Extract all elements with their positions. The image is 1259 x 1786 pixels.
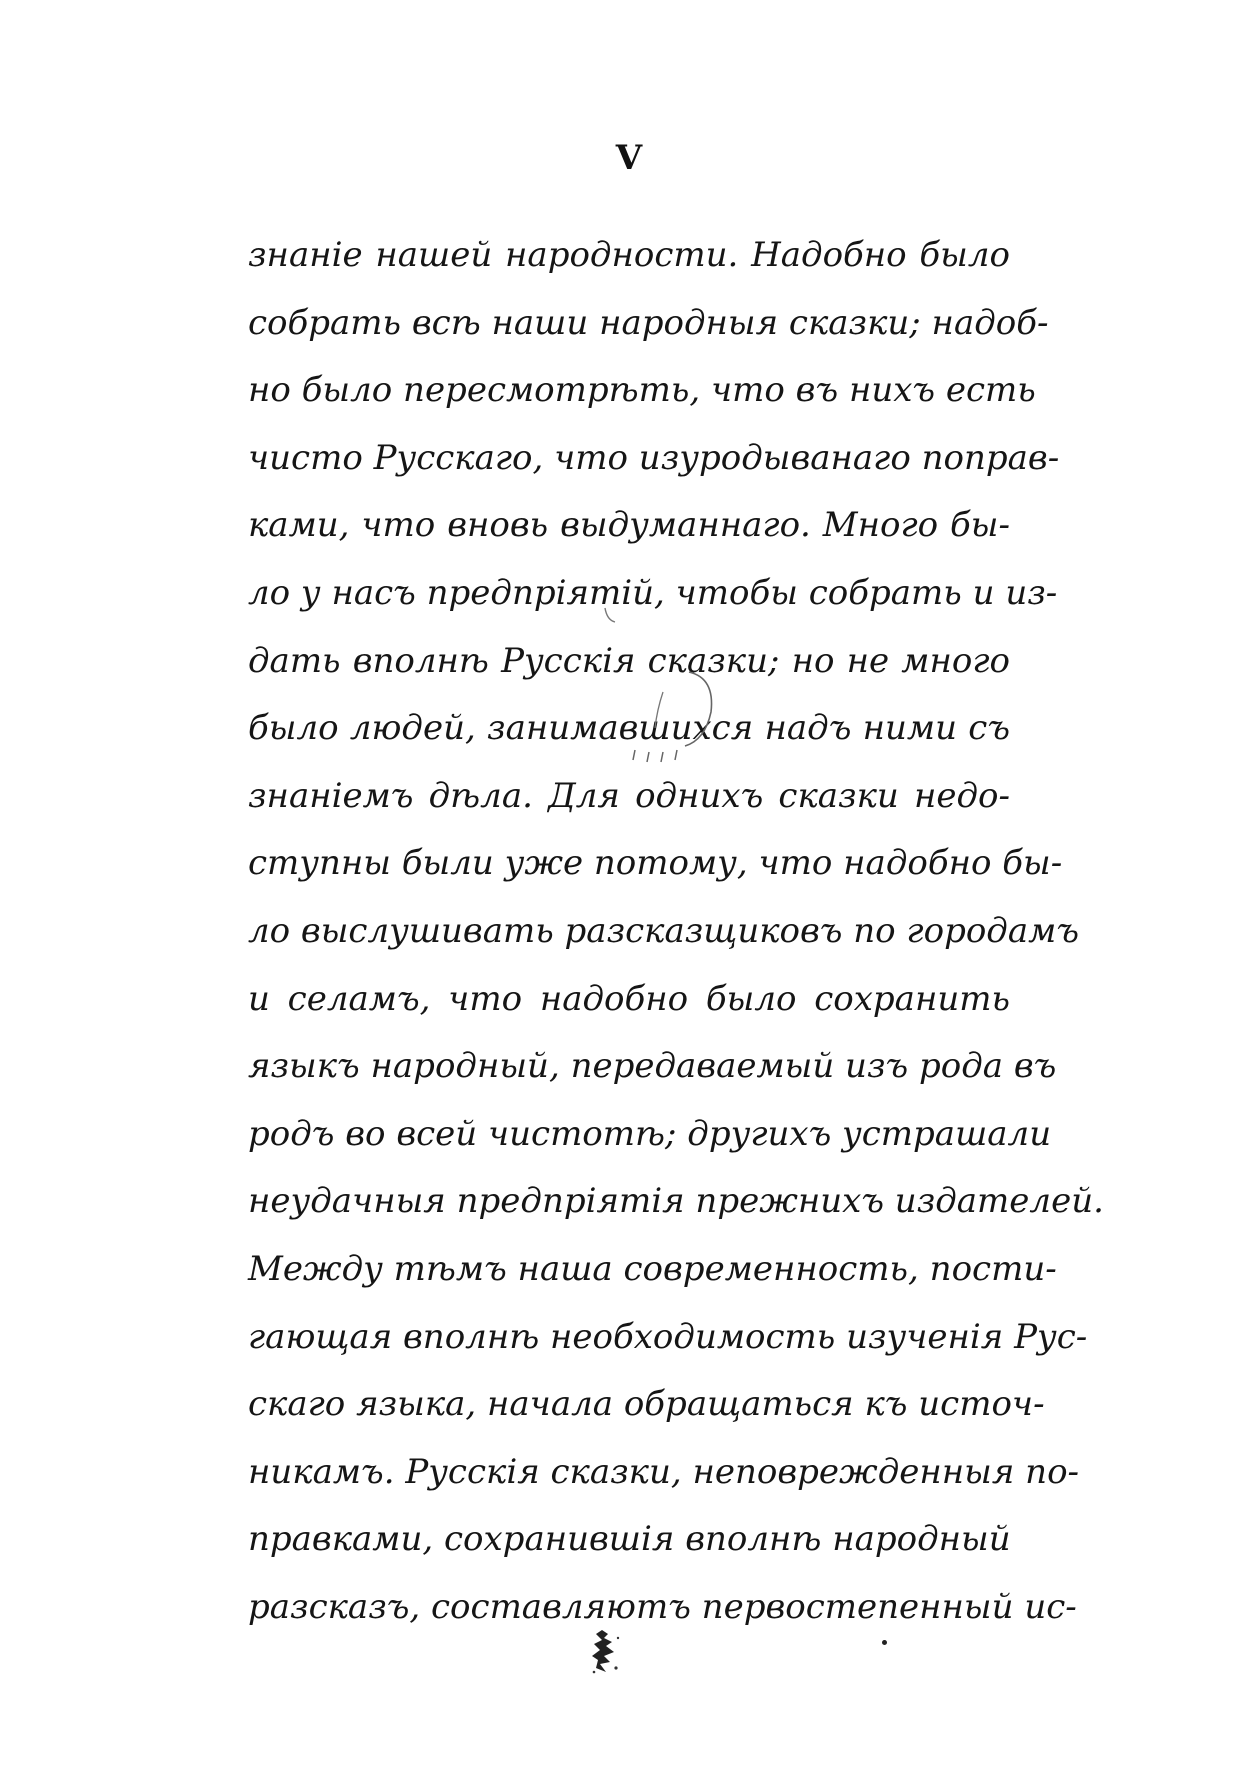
text-line: знаніемъ дѣла. Для однихъ сказки недо- <box>248 775 1010 816</box>
text-line: собрать всѣ наши народныя сказки; надоб- <box>248 302 1049 343</box>
pencil-annotation-mark <box>585 600 745 770</box>
text-line: Между тѣмъ наша современность, пости- <box>248 1248 1057 1289</box>
text-line: ступны были уже потому, что надобно бы- <box>248 843 1063 884</box>
text-line: ло у насъ предпріятій, чтобы собрать и из- <box>248 572 1058 613</box>
ink-blot-mark <box>588 1628 624 1676</box>
page-number: V <box>615 138 644 178</box>
text-line: родъ во всей чистотѣ; другихъ устрашали <box>248 1113 1052 1154</box>
text-line: знаніе нашей народности. Надобно было <box>248 235 1010 275</box>
body-text <box>248 222 1104 1641</box>
text-line: и селамъ, что надобно было сохранить <box>248 978 1010 1019</box>
text-line: гающая вполнѣ необходимость изученія Рус- <box>248 1316 1088 1357</box>
text-line: правками, сохранившія вполнѣ народный <box>248 1519 1011 1560</box>
text-line: неудачныя предпріятія прежнихъ издателей. <box>248 1181 1104 1222</box>
text-line: было людей, занимавшихся надъ ними съ <box>248 708 1010 749</box>
text-line: но было пересмотрѣть, что въ нихъ есть <box>248 370 1036 411</box>
text-line: чисто Русскаго, что изуродыванаго поправ- <box>248 437 1060 478</box>
text-line: ло выслушивать разсказщиковъ по городамъ <box>248 910 1079 951</box>
text-line: ками, что вновь выдуманнаго. Много бы- <box>248 505 1010 546</box>
text-line: разсказъ, составляютъ первостепенный ис- <box>248 1586 1077 1627</box>
ink-dot-mark <box>882 1640 887 1645</box>
text-line: языкъ народный, передаваемый изъ рода въ <box>248 1046 1057 1087</box>
text-line: никамъ. Русскія сказки, неповрежденныя по- <box>248 1451 1080 1492</box>
text-line: дать вполнѣ Русскія сказки; но не много <box>248 640 1010 681</box>
text-line: скаго языка, начала обращаться къ источ- <box>248 1384 1045 1425</box>
